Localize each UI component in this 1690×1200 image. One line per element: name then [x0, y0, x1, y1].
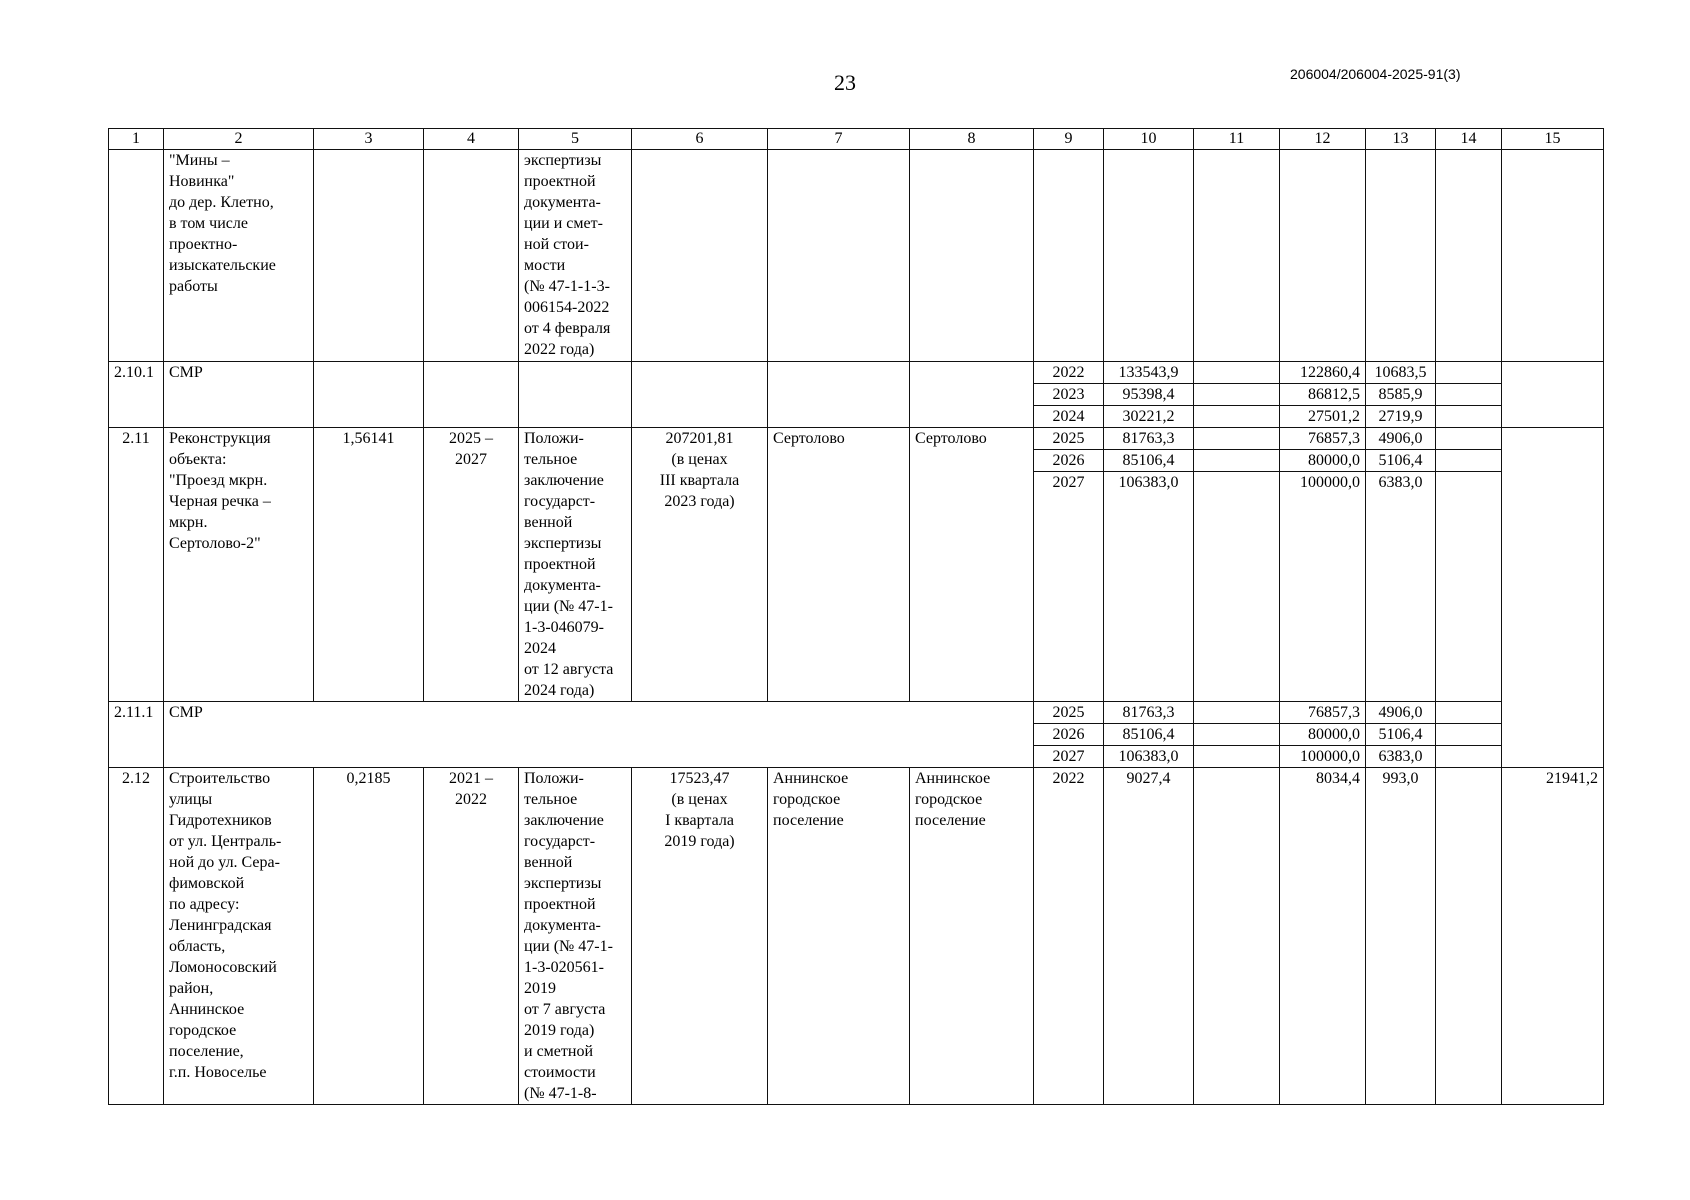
total-cell: 30221,2 [1104, 406, 1194, 428]
total-cell: 85106,4 [1104, 724, 1194, 746]
year-cell: 2027 [1034, 472, 1104, 702]
estimated-cost-cell: 207201,81 (в ценах III квартала 2023 года) [632, 428, 768, 702]
object-name: Реконструкция объекта: "Проезд мкрн. Черная речка – мкрн. Сертолово-2" [164, 428, 314, 702]
col-header-14: 14 [1436, 129, 1502, 150]
row-number: 2.10.1 [109, 362, 164, 428]
expertise-continued: экспертизы проектной документа- ции и смет- ной стои- мости (№ 47-1-1-3- 006154-2022 от 4 февраля 2022 года) [519, 150, 632, 362]
row-number: 2.11.1 [109, 702, 164, 768]
regional-cell: 100000,0 [1280, 746, 1366, 768]
col-header-4: 4 [424, 129, 519, 150]
year-cell: 2023 [1034, 384, 1104, 406]
total-cell: 9027,4 [1104, 768, 1194, 1105]
table-row [109, 428, 1604, 450]
period-cell: 2021 – 2022 [424, 768, 519, 1105]
table-row [109, 702, 1604, 724]
total-cell: 85106,4 [1104, 450, 1194, 472]
table-row [109, 150, 1604, 362]
col-header-1: 1 [109, 129, 164, 150]
local-cell: 8585,9 [1366, 384, 1436, 406]
year-cell: 2026 [1034, 450, 1104, 472]
col-header-3: 3 [314, 129, 424, 150]
year-cell: 2022 [1034, 768, 1104, 1105]
local-cell: 2719,9 [1366, 406, 1436, 428]
object-name-continued: "Мины – Новинка" до дер. Клетно, в том числе проектно- изыскательские работы [164, 150, 314, 362]
table-row [109, 362, 1604, 384]
regional-cell: 8034,4 [1280, 768, 1366, 1105]
local-cell: 4906,0 [1366, 702, 1436, 724]
year-cell: 2027 [1034, 746, 1104, 768]
document-code: 206004/206004-2025-91(3) [1290, 66, 1461, 82]
location-cell: Сертолово [910, 428, 1034, 702]
regional-cell: 76857,3 [1280, 428, 1366, 450]
total-cell: 81763,3 [1104, 428, 1194, 450]
total-cell: 81763,3 [1104, 702, 1194, 724]
object-name: СМР [164, 362, 314, 428]
col-header-13: 13 [1366, 129, 1436, 150]
regional-cell: 80000,0 [1280, 724, 1366, 746]
capacity-cell: 1,56141 [314, 428, 424, 702]
local-cell: 6383,0 [1366, 746, 1436, 768]
regional-cell: 86812,5 [1280, 384, 1366, 406]
row-number: 2.12 [109, 768, 164, 1105]
col-header-7: 7 [768, 129, 910, 150]
col-header-6: 6 [632, 129, 768, 150]
local-cell: 5106,4 [1366, 724, 1436, 746]
col-header-11: 11 [1194, 129, 1280, 150]
col-header-8: 8 [910, 129, 1034, 150]
estimated-cost-cell: 17523,47 (в ценах I квартала 2019 года) [632, 768, 768, 1105]
total-cell: 106383,0 [1104, 746, 1194, 768]
col-header-10: 10 [1104, 129, 1194, 150]
year-cell: 2022 [1034, 362, 1104, 384]
regional-cell: 27501,2 [1280, 406, 1366, 428]
customer-cell: Сертолово [768, 428, 910, 702]
location-cell: Аннинское городское поселение [910, 768, 1034, 1105]
local-cell: 993,0 [1366, 768, 1436, 1105]
total-cell: 133543,9 [1104, 362, 1194, 384]
year-cell: 2025 [1034, 702, 1104, 724]
capacity-cell: 0,2185 [314, 768, 424, 1105]
year-cell: 2024 [1034, 406, 1104, 428]
year-cell: 2026 [1034, 724, 1104, 746]
col-header-2: 2 [164, 129, 314, 150]
total-cell: 106383,0 [1104, 472, 1194, 702]
object-name: Строительство улицы Гидротехников от ул. Централь- ной до ул. Сера- фимовской по адресу: Ленинградская область, Ломоносовский район, Аннинское городское поселение, г.п. Новоселье [164, 768, 314, 1105]
regional-cell: 100000,0 [1280, 472, 1366, 702]
regional-cell: 76857,3 [1280, 702, 1366, 724]
col-header-15: 15 [1502, 129, 1604, 150]
customer-cell: Аннинское городское поселение [768, 768, 910, 1105]
col-header-12: 12 [1280, 129, 1366, 150]
table-row [109, 768, 1604, 1105]
remaining-cost-cell: 21941,2 [1502, 768, 1604, 1105]
expertise-cell: Положи- тельное заключение государст- венной экспертизы проектной документа- ции (№ 47-1- 1-3-020561- 2019 от 7 августа 2019 года) и сметной стоимости (№ 47-1-8- [519, 768, 632, 1105]
regional-cell: 80000,0 [1280, 450, 1366, 472]
local-cell: 10683,5 [1366, 362, 1436, 384]
row-number: 2.11 [109, 428, 164, 702]
local-cell: 4906,0 [1366, 428, 1436, 450]
page-number: 23 [834, 70, 856, 95]
program-table [108, 128, 1604, 1105]
year-cell: 2025 [1034, 428, 1104, 450]
local-cell: 5106,4 [1366, 450, 1436, 472]
column-number-row [109, 129, 1604, 150]
local-cell: 6383,0 [1366, 472, 1436, 702]
object-name: СМР [164, 702, 1034, 768]
col-header-5: 5 [519, 129, 632, 150]
period-cell: 2025 – 2027 [424, 428, 519, 702]
expertise-cell: Положи- тельное заключение государст- венной экспертизы проектной документа- ции (№ 47-1- 1-3-046079- 2024 от 12 августа 2024 года) [519, 428, 632, 702]
regional-cell: 122860,4 [1280, 362, 1366, 384]
col-header-9: 9 [1034, 129, 1104, 150]
total-cell: 95398,4 [1104, 384, 1194, 406]
